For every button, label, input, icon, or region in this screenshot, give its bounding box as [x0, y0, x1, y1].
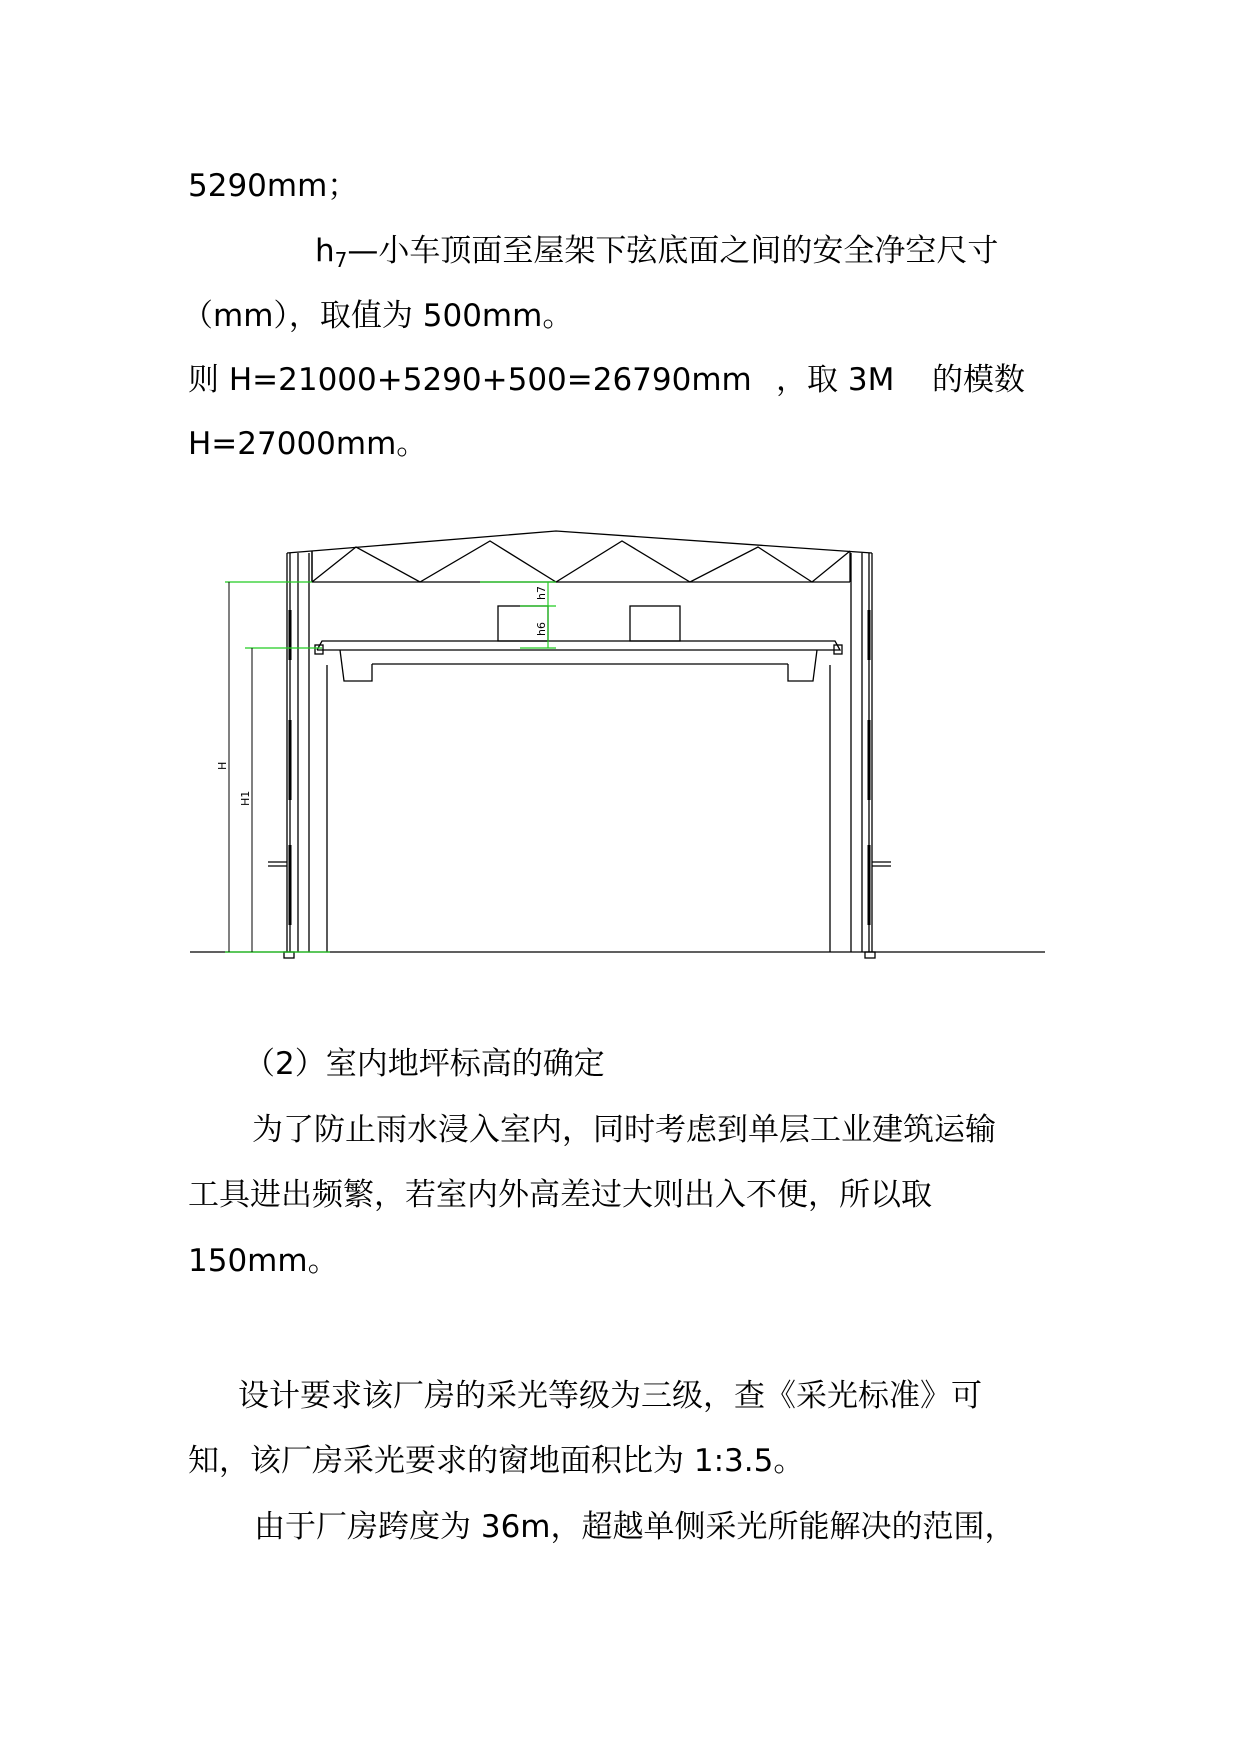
h7-definition: —小车顶面至屋架下弦底面之间的安全净空尺寸 [347, 233, 999, 269]
text-line-4c: 的模数 [932, 362, 1025, 398]
dimension-verticals [229, 582, 252, 952]
h7-symbol: h [315, 233, 335, 269]
paragraph-3-line-1: 设计要求该厂房的采光等级为三级，查《采光标准》可 [238, 1378, 982, 1414]
text-line-4a: 则 H=21000+5290+500=26790mm [188, 362, 752, 398]
crane-right-end [788, 650, 817, 681]
truss-web [312, 541, 850, 582]
paragraph-2-line-2: 工具进出频繁，若室内外高差过大则出入不便，所以取 [188, 1177, 932, 1213]
h7-subscript: 7 [334, 248, 348, 272]
paragraph-4-line-1: 由于厂房跨度为 36m，超越单侧采光所能解决的范围， [254, 1509, 1016, 1545]
crane-trolley-right [630, 606, 680, 641]
label-h6: h6 [535, 622, 548, 636]
label-H: H [216, 761, 229, 770]
text-line-4b: ，取 3M [776, 362, 895, 398]
text-line-5: H=27000mm。 [188, 426, 428, 462]
label-H1: H1 [239, 790, 252, 806]
paragraph-2-line-1: 为了防止雨水浸入室内，同时考虑到单层工业建筑运输 [252, 1112, 996, 1148]
text-line-1: 5290mm； [188, 168, 359, 204]
crane-left-end [340, 650, 372, 681]
right-footing [865, 952, 875, 958]
dimension-lines [225, 582, 556, 952]
label-h7: h7 [535, 586, 548, 600]
diagram-structure [190, 531, 1045, 958]
crane-bridge [317, 641, 840, 650]
left-footing [284, 952, 294, 958]
paragraph-3-line-2: 知，该厂房采光要求的窗地面积比为 1:3.5。 [188, 1443, 805, 1479]
paragraph-2-line-3: 150mm。 [188, 1243, 339, 1279]
text-line-3: （mm），取值为 500mm。 [182, 298, 574, 334]
section-2-heading: （2）室内地坪标高的确定 [244, 1046, 605, 1082]
truss-top-chord [287, 531, 872, 553]
